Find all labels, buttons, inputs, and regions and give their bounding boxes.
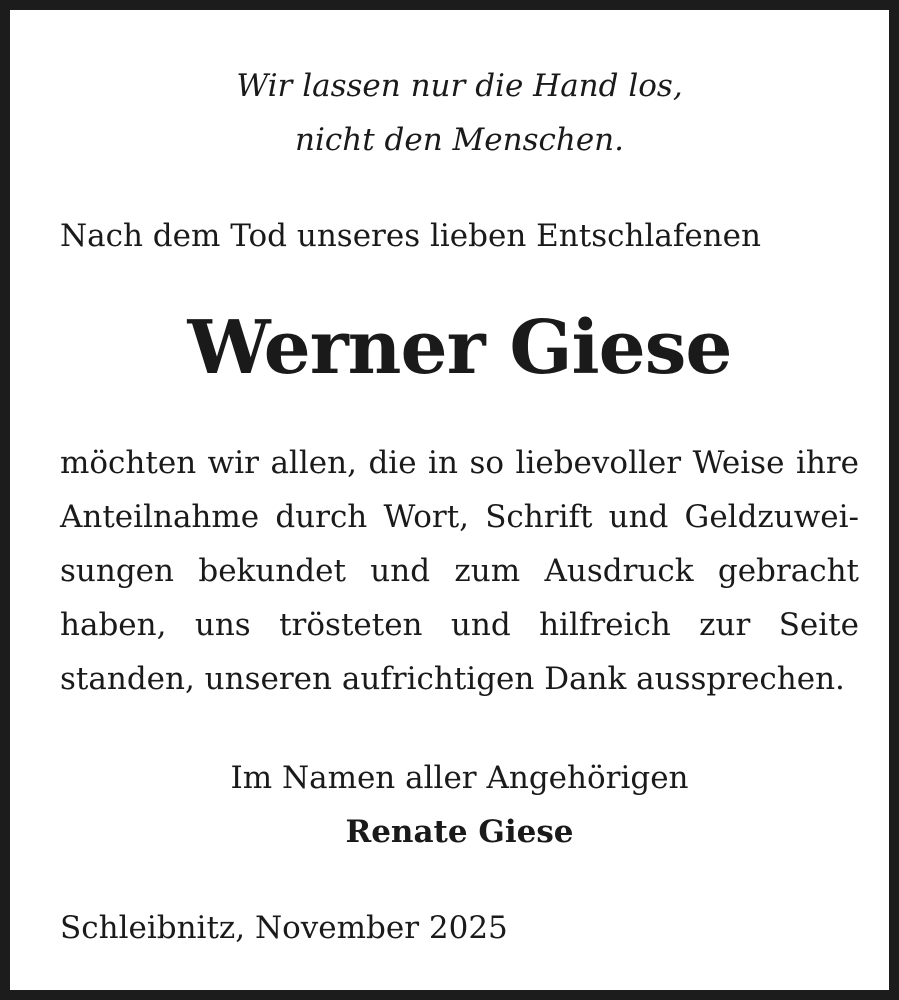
message-line: sungen bekundet und zum Ausdruck gebracht <box>60 553 859 589</box>
place-date: Schleibnitz, November 2025 <box>60 910 508 946</box>
closing-text: Im Namen aller Angehörigen <box>230 760 689 796</box>
deceased-name: Werner Giese <box>187 305 732 391</box>
intro-text: Nach dem Tod unseres lieben Entschlafenen <box>60 218 761 254</box>
message-line: haben, uns trösteten und hilfreich zur Seite <box>60 607 859 643</box>
motto-line: nicht den Menschen. <box>295 122 624 158</box>
message-line: möchten wir allen, die in so liebevoller Weise ihre <box>60 445 859 481</box>
motto-line: Wir lassen nur die Hand los, <box>236 68 683 104</box>
message-line: standen, unseren aufrichtigen Dank aussprechen. <box>60 661 845 697</box>
signatory-name: Renate Giese <box>345 814 574 850</box>
message-body <box>60 436 859 706</box>
message-line: Anteilnahme durch Wort, Schrift und Geldzuwei- <box>60 499 859 535</box>
